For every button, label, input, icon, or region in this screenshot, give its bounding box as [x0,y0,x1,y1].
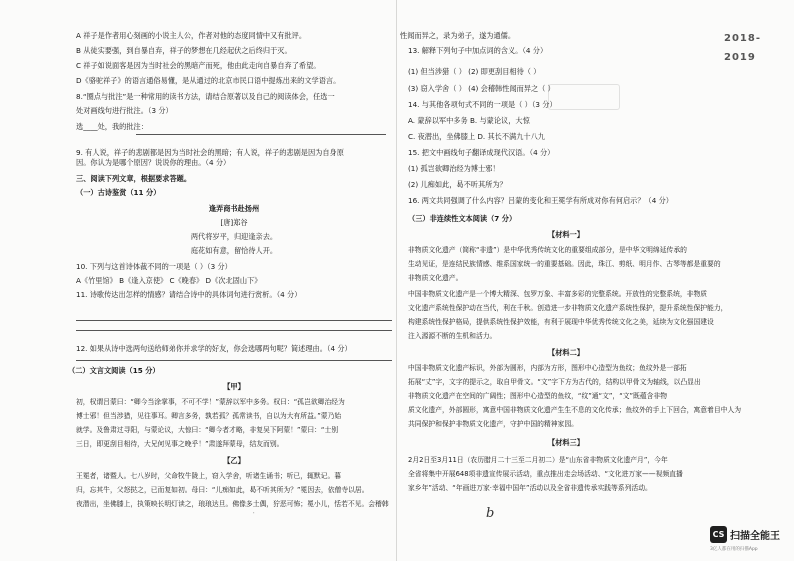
handwritten-page-mark: b [486,506,495,521]
question-15: 15. 把文中画线句子翻译成现代汉语。（4 分） [408,148,555,157]
prose-line: 构建系统性保护格局，提供系统性保护效能，有利于展现中华优秀传统文化之美，延续为文化强国建设 [408,318,714,326]
prose-line: 王冕者，诸暨人。七八岁时，父命牧牛陇上，窃入学舍，听诸生诵书；听已，辄默记。暮 [76,472,342,480]
poem-line: 两代将岁平，归迎逢亲去。 [190,232,278,241]
camscanner-logo-icon: CS [710,526,727,543]
sub-question: (3) 窃入学舍（ ） (4) 会稽韩性闻而异之（ ） [408,84,555,93]
material-label: 【材料二】 [548,348,584,357]
answer-line [76,330,392,331]
answer-prompt: 选____处，我的批注： [76,122,148,131]
stamp-text: 2018-2019 [724,33,761,63]
prose-line: 生动见证，是连结民族情感、维系国家统一的重要基础。因此，珠江、剪纸、明月作、古琴等都是重要的 [408,260,721,268]
question-16: 16. 两文共同强调了什么内容？吕蒙的变化和王冕学有所成对你有何启示？（4 分） [408,196,673,205]
prose-line: 中国非物质文化遗产是一个博大精深、包罗万象、丰富多彩的完整系统。开放性的完整系统，非物质 [408,290,708,298]
text-line: 因。你认为是哪个原因？说说你的理由。（4 分） [76,158,231,167]
question-13: 13. 解释下列句子中加点词的含义。（4 分） [408,46,548,55]
prose-line: 注入源源不断的生机和活力。 [408,332,497,340]
text-line: 处对画线句进行批注。（3 分） [76,106,173,115]
answer-line [76,320,392,321]
prose-line: 就学。及鲁肃过寻阳，与蒙论议，大惊曰：“卿今者才略，非复吴下阿蒙！”蒙曰：“士别 [76,426,339,434]
prose-line: 家乡年”活动、“年画进万家·幸福中国年”活动以及全省非遗传承实践等系列活动。 [408,484,652,492]
answer-line [136,134,386,135]
corner-stamp [724,26,790,63]
text-label-yi: 【乙】 [223,456,245,465]
sub-question: (2) 儿痴如此，曷不听其所为？ [408,180,507,189]
question-8: 8.“圈点与批注”是一种常用的读书方法，请结合原著以及自己的阅读体会，任选一 [76,92,335,101]
prose-line: 中国非物质文化遗产标识，外部为圆形，内部为方形，图形中心造型为鱼纹；鱼纹外是一部拓 [408,364,687,372]
watermark-name: 扫描全能王 [730,531,780,542]
answer-line [76,360,392,361]
subsection-heading: （三）非连续性文本阅读（7 分） [408,214,517,223]
prose-line: 初，权谓吕蒙曰：“卿今当涂掌事，不可不学！”蒙辞以军中多务。权曰：“孤岂欲卿治经为 [76,398,345,406]
prose-line: 博士邪！但当涉猎，见往事耳。卿言多务，孰若孤？孤常读书，自以为大有所益。”蒙乃始 [76,412,342,420]
question-12: 12. 如果从诗中选两句送给师弟你并求学的好友，你会选哪两句呢？简述理由。（4 分） [76,344,352,353]
material-label: 【材料三】 [548,438,584,447]
text-line: A 祥子是作者用心刻画的小说主人公，作者对他的态度同情中又有批评。 [76,31,307,40]
text-line: C 祥子如说面客是因为当时社会的黑暗产而死，他由此走向自暴自弃了希望。 [76,61,321,70]
prose-line: 非物质文化遗产（简称“非遗”）是中华优秀传统文化的重要组成部分，是中华文明绵延传承的 [408,246,687,254]
watermark-tagline: 3亿人都在用的扫描App [710,547,758,552]
choices: C. 夜潜出，坐佛膝上 D. 其长不满九十八九 [408,132,545,141]
prose-line: 全省将集中开展648项非遗宣传展示活动，重点推出走会场活动、“文化进万家——视频直播 [408,470,683,478]
prose-line: 拓展“丈”字，文字的提示之，取自甲骨文。“文”字下方为古代的，结构以甲骨文为轴线，以凸显出 [408,378,701,386]
center-fold-line [396,0,397,561]
material-label: 【材料一】 [548,230,584,239]
prose-line: 夜潜出，坐佛膝上，执策映长明灯读之，琅琅达旦。佛像多土偶，狞恶可怖；冕小儿，恬若不见。会稽韩 [76,500,389,508]
prose-line: 三日，即更刮目相待，大兄何见事之晚乎！”肃遂拜蒙母，结友而别。 [76,440,284,448]
sub-question: (1) 孤岂欲卿治经为博士邪！ [408,164,500,173]
section-heading: 三、阅读下列文章，根据要求答题。 [76,174,192,183]
page-dot: ˙ [252,512,256,520]
prose-line: 归，忘其牛，父怒挞之，已而复如初。母曰：“儿痴如此，曷不听其所为？”冕因去，依僧寺以居。 [76,486,369,494]
question-9: 9. 有人说，祥子的悲剧都是因为当时社会的黑暗；有人说，祥子的悲剧是因为自身原 [76,148,344,157]
poem-line: 庭花如有意，留恰待人开。 [190,246,278,255]
question-10: 10. 下列与这首诗体裁不同的一项是（ ）（3 分） [76,262,232,271]
question-14: 14. 与其他各项句式不同的一项是（ ）（3 分） [408,100,557,109]
question-11: 11. 诗歌传达出怎样的情感？请结合诗中的具体词句进行赏析。（4 分） [76,290,302,299]
prose-line: 文化遗产系统性保护动在当代，利在千秋。创造进一步非物质文化遗产系统性保护，提升系统性保护能力， [408,304,728,312]
choices: A《竹里馆》 B《逢入京使》 C《晚春》 D《次北固山下》 [76,276,262,285]
prose-line: 共同保护和保护非物质文化遗产，守护中国的精神家园。 [408,420,578,428]
prose-line: 质文化遗产，外部圆形，寓意中国非物质文化遗产生生不息的文化传承；鱼纹外的手上下回合，寓意着目中人为 [408,406,742,414]
camscanner-watermark [706,524,794,558]
subsection-heading: （二）文言文阅读（15 分） [68,366,160,375]
sub-question: (1) 但当涉猎（ ） (2) 即更刮目相待（ ） [408,67,541,76]
prose-line: 性闻而异之，录为弟子，遂为通儒。 [400,31,516,40]
poem-author: [唐]郑谷 [220,218,248,227]
text-line: B 从徒实要强，到自暴自弃，祥子的梦想在几经起伏之后终归于灭。 [76,46,292,55]
text-label-jia: 【甲】 [223,382,245,391]
prose-line: 非物质文化遗产。 [408,274,463,282]
subsection-heading: （一）古诗鉴赏（11 分） [76,188,161,197]
prose-line: 2月2日至3月11日（农历腊月二十三至二月初二）是“山东省非物质文化遗产月”，今年 [408,456,668,464]
text-line: D《骆驼祥子》的语言通俗易懂，是从通过的北京市民口语中提炼出来的文学语言。 [76,76,341,85]
faint-stamp [548,84,620,110]
choices: A. 蒙辞以军中多务 B. 与蒙论议，大惊 [408,116,530,125]
poem-title: 逢弄商书赴扬州 [208,204,260,213]
prose-line: 非物质文化遗产在空间的广阔性；图形中心造型的鱼纹，“纹”通“文”，“文”既蕴含非物 [408,392,668,400]
